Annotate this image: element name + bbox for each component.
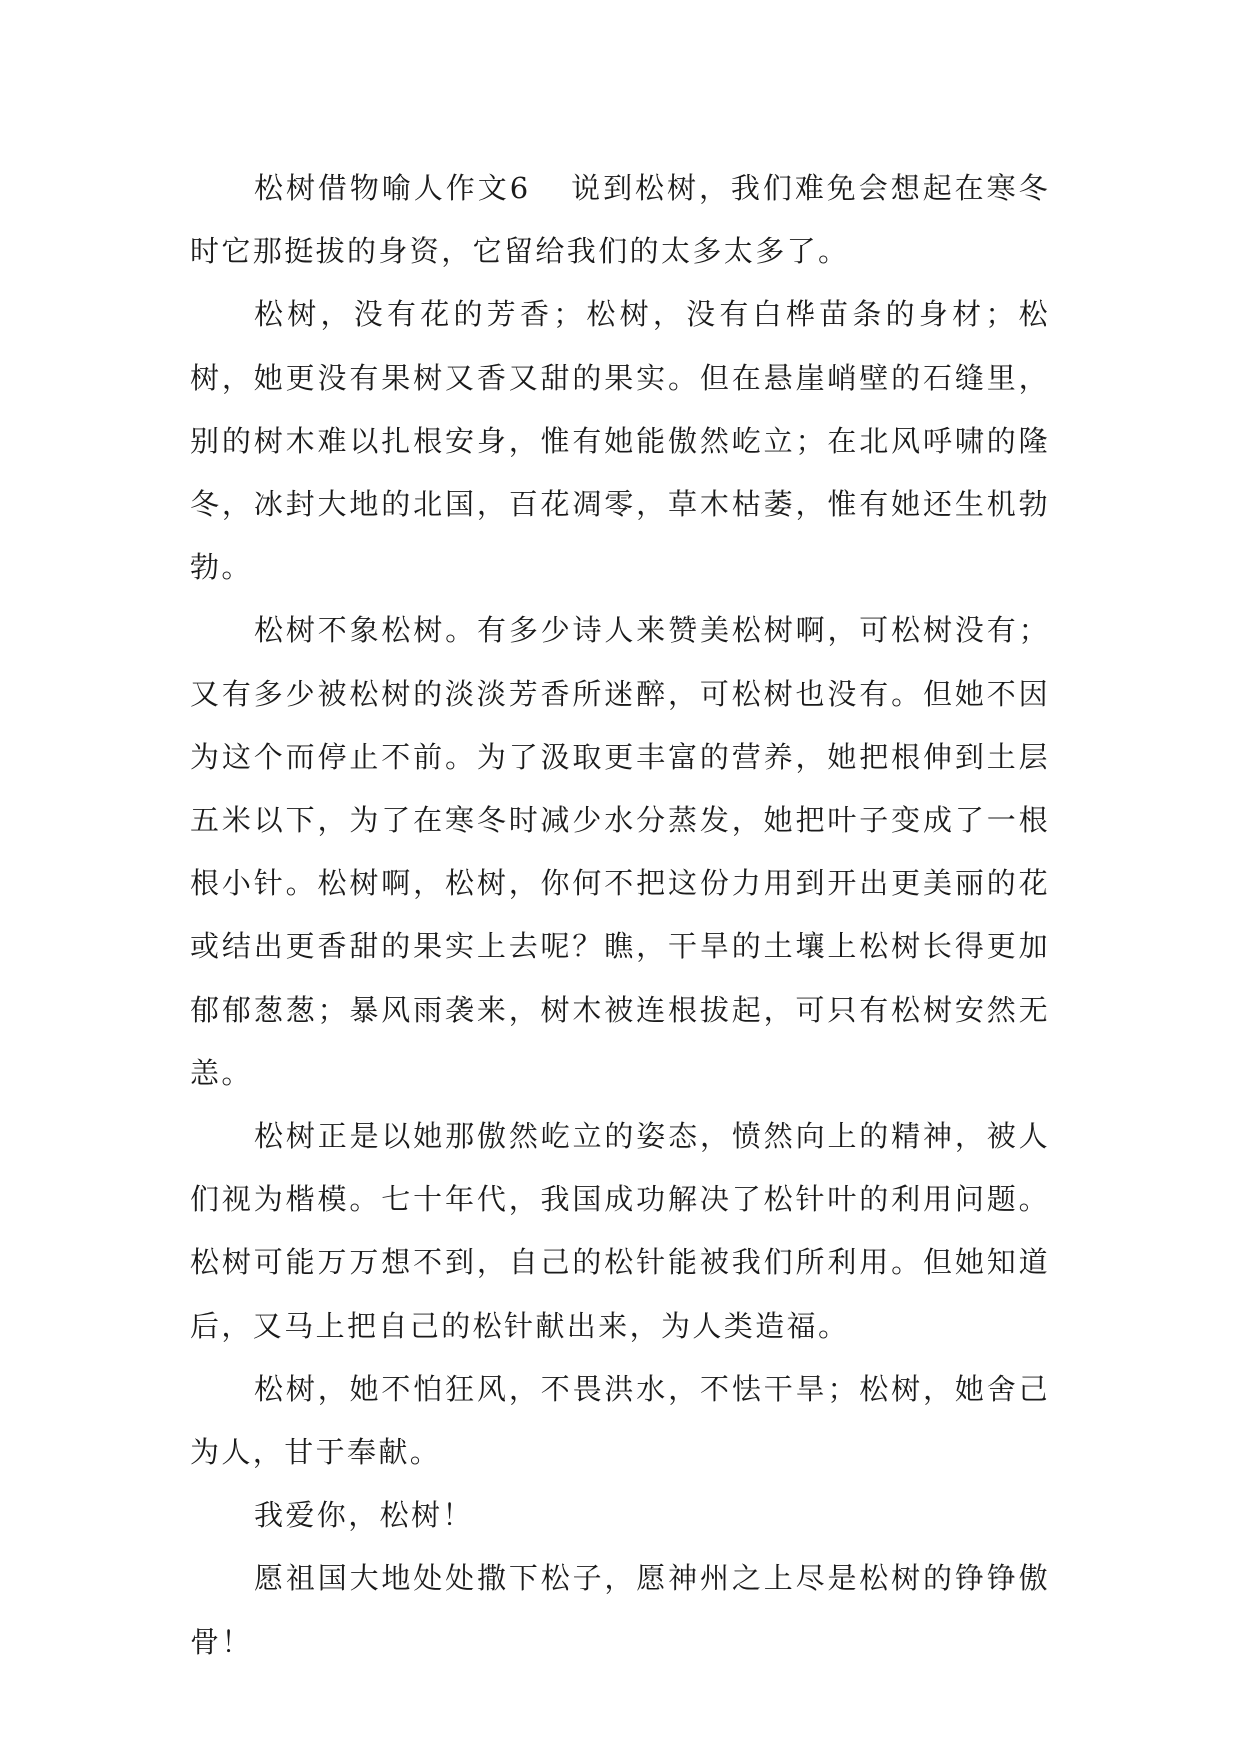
essay-paragraph: 松树，没有花的芳香；松树，没有白桦苗条的身材；松树，她更没有果树又香又甜的果实。但在悬崖峭壁的石缝里，别的树木难以扎根安身，惟有她能傲然屹立；在北风呼啸的隆冬，冰封大地的北国，百花凋零，草木枯萎，惟有她还生机勃勃。 xyxy=(190,297,1050,585)
essay-body xyxy=(190,157,1050,1674)
essay-paragraph: 松树不象松树。有多少诗人来赞美松树啊，可松树没有；又有多少被松树的淡淡芳香所迷醉，可松树也没有。但她不因为这个而停止不前。为了汲取更丰富的营养，她把根伸到土层五米以下，为了在寒冬时减少水分蒸发，她把叶子变成了一根根小针。松树啊，松树，你何不把这份力用到开出更美丽的花或结出更香甜的果实上去呢？瞧，干旱的土壤上松树长得更加郁郁葱葱；暴风雨袭来，树木被连根拔起，可只有松树安然无恙。 xyxy=(190,613,1050,1090)
essay-intro-paragraph xyxy=(190,157,1050,283)
essay-paragraph: 愿祖国大地处处撒下松子，愿神州之上尽是松树的铮铮傲骨！ xyxy=(190,1561,1050,1659)
essay-title: 松树借物喻人作文6 xyxy=(254,171,531,205)
essay-paragraph: 我爱你，松树！ xyxy=(254,1498,474,1533)
essay-paragraph: 松树，她不怕狂风，不畏洪水，不怯干旱；松树，她舍己为人，甘于奉献。 xyxy=(190,1371,1050,1470)
essay-intro-text: 说到松树，我们难免会想起在寒冬时它那挺拔的身资，它留给我们的太多太多了。 xyxy=(190,171,1050,269)
essay-paragraph: 松树正是以她那傲然屹立的姿态，愤然向上的精神，被人们视为楷模。七十年代，我国成功解决了松针叶的利用问题。松树可能万万想不到，自己的松针能被我们所利用。但她知道后，又马上把自己的松针献出来，为人类造福。 xyxy=(190,1119,1050,1343)
